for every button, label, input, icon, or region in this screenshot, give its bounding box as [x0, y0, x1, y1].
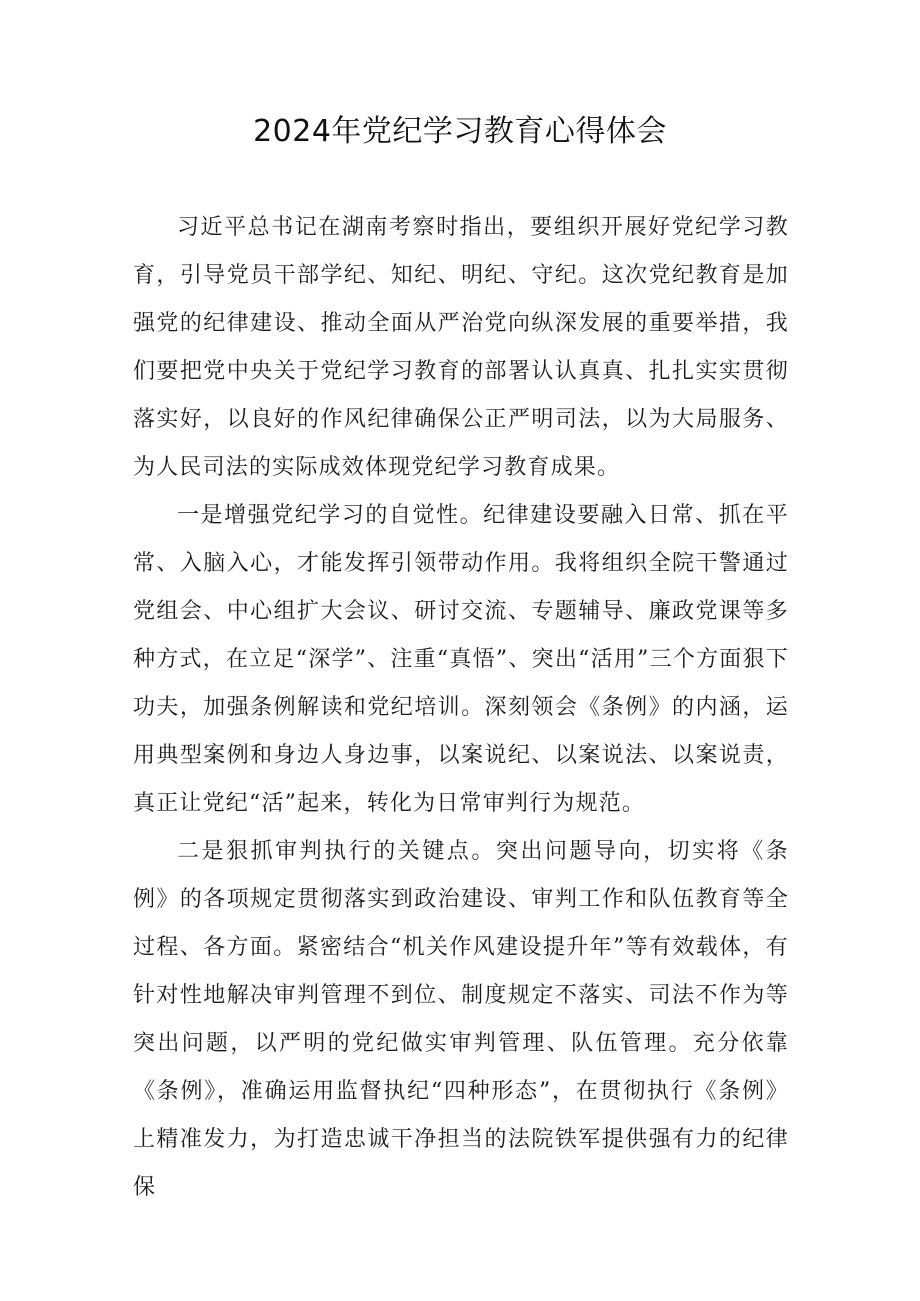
document-title: 2024年党纪学习教育心得体会: [253, 114, 667, 149]
document-body: [133, 204, 789, 1212]
paragraph-point-two: 二是狠抓审判执行的关键点。突出问题导向，切实将《条例》的各项规定贯彻落实到政治建设、审判工作和队伍教育等全过程、各方面。紧密结合“机关作风建设提升年”等有效载体，有针对性地解决审判管理不到位、制度规定不落实、司法不作为等突出问题，以严明的党纪做实审判管理、队伍管理。充分依靠《条例》，准确运用监督执纪“四种形态”，在贯彻执行《条例》上精准发力，为打造忠诚干净担当的法院铁军提供强有力的纪律保: [133, 839, 789, 1200]
paragraph-point-one: 一是增强党纪学习的自觉性。纪律建设要融入日常、抓在平常、入脑入心，才能发挥引领带动作用。我将组织全院干警通过党组会、中心组扩大会议、研讨交流、专题辅导、廉政党课等多种方式，在立足“深学”、注重“真悟”、突出“活用”三个方面狠下功夫，加强条例解读和党纪培训。深刻领会《条例》的内涵，运用典型案例和身边人身边事，以案说纪、以案说法、以案说责，真正让党纪“活”起来，转化为日常审判行为规范。: [133, 503, 789, 816]
paragraph-intro: 习近平总书记在湖南考察时指出，要组织开展好党纪学习教育，引导党员干部学纪、知纪、明纪、守纪。这次党纪教育是加强党的纪律建设、推动全面从严治党向纵深发展的重要举措，我们要把党中央关于党纪学习教育的部署认认真真、扎扎实实贯彻落实好，以良好的作风纪律确保公正严明司法，以为大局服务、为人民司法的实际成效体现党纪学习教育成果。: [133, 215, 789, 480]
